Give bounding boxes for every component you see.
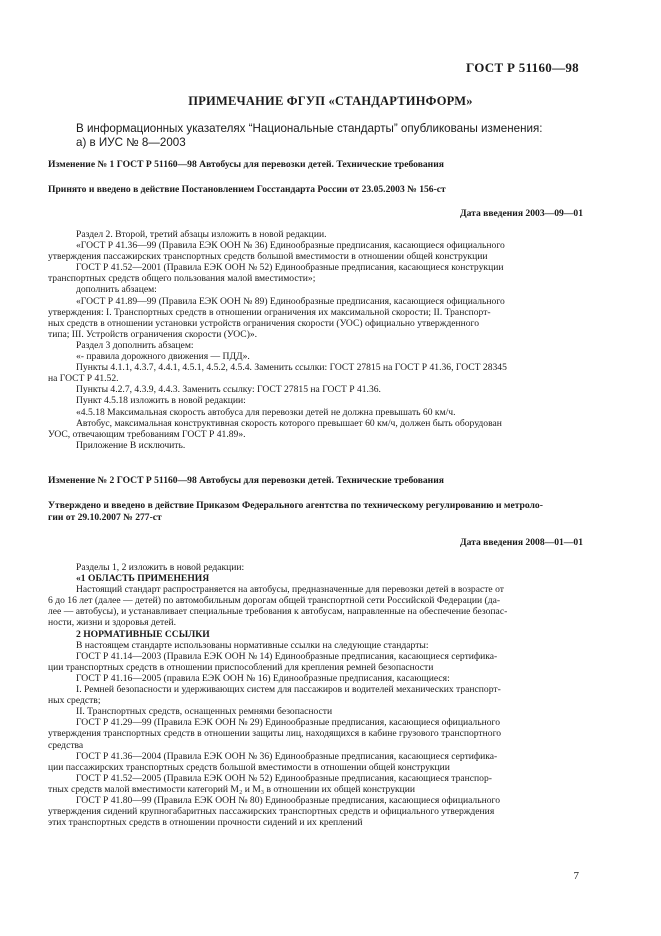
standard-header: ГОСТ Р 51160—98 — [465, 60, 579, 75]
change1-adopted: Принято и введено в действие Постановлением Госстандарта России от 23.05.2003 № 156-ст — [48, 184, 446, 195]
text-line: ГОСТ Р 41.36—2004 (Правила ЕЭК ООН № 36) Единообразные предписания, касающиеся сертифика- — [76, 750, 498, 762]
text-line: ности, жизни и здоровья детей. — [48, 617, 177, 629]
text-line: ных средств в отношении установки устройств ограничения скорости (УОС) официально утвержденного — [48, 317, 480, 329]
text-line: утверждения сидений крупногабаритных пассажирских транспортных средств и официального утверждения — [48, 806, 495, 818]
text-line: ции транспортных средств в отношении приспособлений для крепления ремней безопасности — [48, 661, 434, 673]
text-line: Автобус, максимальная конструктивная скорость которого превышает 60 км/ч, должен быть оборудован — [76, 417, 502, 429]
intro-line: а) в ИУС № 8—2003 — [76, 136, 186, 149]
text-line: Пункты 4.1.1, 4.3.7, 4.4.1, 4.5.1, 4.5.2, 4.5.4. Заменить ссылки: ГОСТ 27815 на ГОСТ Р 41.36, ГОСТ 28345 — [76, 362, 507, 374]
text-line: 2 НОРМАТИВНЫЕ ССЫЛКИ — [76, 628, 210, 640]
text-line: 6 до 16 лет (далее — детей) по автомобильным дорогам общей транспортной сети Российской Федерации (да- — [48, 595, 501, 607]
text-line: утверждения пассажирских транспортных средств большой вместимости в отношении общей конструкции — [48, 251, 488, 263]
text-line: ГОСТ Р 41.52—2005 (Правила ЕЭК ООН № 52) Единообразные предписания, касающиеся транспор- — [76, 772, 492, 784]
text-line: I. Ремней безопасности и удерживающих систем для пассажиров и водителей механических транспорт- — [76, 684, 501, 696]
text-line: Приложение В исключить. — [76, 439, 186, 451]
change2-title: Изменение № 2 ГОСТ Р 51160—98 Автобусы для перевозки детей. Технические требования — [48, 475, 444, 486]
text-line: «- правила дорожного движения — ПДД». — [76, 351, 250, 363]
text-line: лее — автобусы), и устанавливает специальные требования к автобусам, направленные на обеспечение безопас- — [48, 606, 508, 618]
change2-approved-line1: Утверждено и введено в действие Приказом Федерального агентства по техническому регулированию и метроло- — [48, 500, 543, 511]
text-line: транспортных средств общего пользования малой вместимости»; — [48, 273, 316, 285]
text-line: Раздел 3 дополнить абзацем: — [76, 339, 194, 351]
text-line: II. Транспортных средств, оснащенных ремнями безопасности — [76, 706, 333, 718]
text-line: утверждения транспортных средств в отношении защиты лиц, находящихся в кабине грузового транспортного — [48, 728, 502, 740]
text-line: Пункты 4.2.7, 4.3.9, 4.4.3. Заменить ссылку: ГОСТ 27815 на ГОСТ Р 41.36. — [76, 384, 381, 396]
text-line: дополнить абзацем: — [76, 284, 157, 296]
text-line: средства — [48, 739, 84, 751]
intro-line: В информационных указателях “Национальные стандарты” опубликованы изменения: — [76, 122, 543, 135]
text-line: ных средств; — [48, 695, 101, 707]
change1-date: Дата введения 2003—09—01 — [460, 208, 583, 219]
text-line: ГОСТ Р 41.52—2001 (Правила ЕЭК ООН № 52) Единообразные предписания, касающиеся конструкции — [76, 262, 504, 274]
text-line: Настоящий стандарт распространяется на автобусы, предназначенные для перевозки детей в возрасте от — [76, 584, 504, 596]
text-line: ГОСТ Р 41.80—99 (Правила ЕЭК ООН № 80) Единообразные предписания, касающиеся официального — [76, 794, 501, 806]
change1-title: Изменение № 1 ГОСТ Р 51160—98 Автобусы для перевозки детей. Технические требования — [48, 159, 444, 170]
text-line: типа; III. Устройств ограничения скорости (УОС)». — [48, 328, 258, 340]
text-line: ГОСТ Р 41.14—2003 (Правила ЕЭК ООН № 14) Единообразные предписания, касающиеся сертифика- — [76, 650, 498, 662]
text-line: утверждения: I. Транспортных средств в отношении ограничения их максимальной скорости; II. Транспорт- — [48, 306, 491, 318]
text-line: Раздел 2. Второй, третий абзацы изложить в новой редакции. — [76, 229, 327, 240]
text-line: «4.5.18 Максимальная скорость автобуса для перевозки детей не должна превышать 60 км/ч. — [76, 406, 456, 418]
text-line: ГОСТ Р 41.16—2005 (правила ЕЭК ООН № 16) Единообразные предписания, касающиеся: — [76, 672, 450, 684]
text-line: на ГОСТ Р 41.52. — [48, 373, 119, 385]
text-line: Пункт 4.5.18 изложить в новой редакции: — [76, 395, 246, 407]
text-line: «1 ОБЛАСТЬ ПРИМЕНЕНИЯ — [76, 573, 210, 585]
text-line: этих транспортных средств в отношении прочности сидений и их креплений — [48, 817, 363, 829]
text-line: «ГОСТ Р 41.89—99 (Правила ЕЭК ООН № 89) Единообразные предписания, касающиеся официального — [76, 295, 505, 307]
page-number: 7 — [573, 870, 579, 882]
text-line: «ГОСТ Р 41.36—99 (Правила ЕЭК ООН № 36) Единообразные предписания, касающиеся официального — [76, 240, 505, 252]
text-line: УОС, отвечающим требованиям ГОСТ Р 41.89». — [48, 428, 246, 440]
intro-block — [48, 122, 583, 150]
text-line: ГОСТ Р 41.29—99 (Правила ЕЭК ООН № 29) Единообразные предписания, касающиеся официального — [76, 717, 501, 729]
text-line: Разделы 1, 2 изложить в новой редакции: — [76, 562, 245, 573]
change2-body — [48, 562, 583, 828]
text-line: ции пассажирских транспортных средств большой вместимости в отношении общей конструкции — [48, 761, 450, 773]
change2-date: Дата введения 2008—01—01 — [460, 537, 583, 548]
change2-approved-line2: гии от 29.10.2007 № 277-ст — [48, 512, 162, 523]
text-line: тных средств малой вместимости категорий M₂ и M₃ в отношении их общей конструкции — [48, 783, 416, 795]
note-title: ПРИМЕЧАНИЕ ФГУП «СТАНДАРТИНФОРМ» — [188, 94, 473, 108]
text-line: В настоящем стандарте использованы нормативные ссылки на следующие стандарты: — [76, 639, 429, 651]
change1-body — [48, 229, 583, 451]
